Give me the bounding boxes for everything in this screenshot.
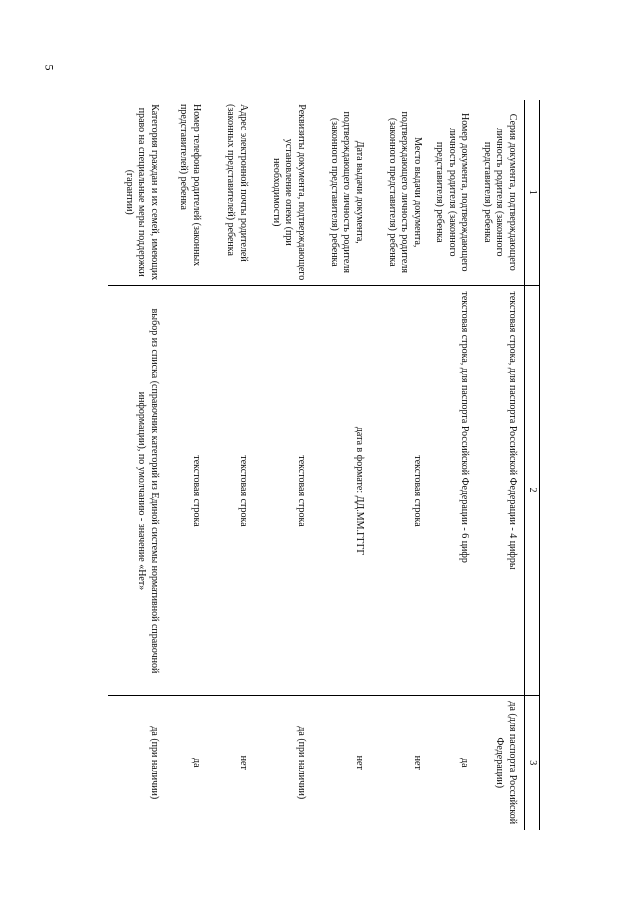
table-row <box>477 100 525 830</box>
required-cell: нет <box>371 695 429 830</box>
format-cell: текстовая строка <box>166 285 208 695</box>
column-header: 3 <box>525 695 540 830</box>
column-header: 1 <box>525 100 540 285</box>
field-name-cell: Категория граждан и их семей, имеющих право на специальные меры поддержки (гарантии) <box>124 104 160 281</box>
field-name-cell: Реквизиты документа, подтверждающего установление опеки (при необходимости) <box>271 104 307 281</box>
format-cell: текстовая строка <box>208 285 255 695</box>
required-cell: нет <box>313 695 371 830</box>
table-row <box>371 100 429 830</box>
format-cell: выбор из списка (справочник категорий из Единой системы нормативной справочной информации), по умолчанию - значение «Нет» <box>108 285 166 695</box>
field-name-cell: Серия документа, подтверждающего личность родителя (законного представителя) ребенка <box>482 113 518 271</box>
column-header: 2 <box>525 285 540 695</box>
format-cell: текстовая строка, для паспорта Российской Федерации - 6 цифр <box>429 285 477 695</box>
format-cell: текстовая строка <box>255 285 313 695</box>
rotated-table-wrapper <box>120 100 540 830</box>
required-cell: да <box>166 695 208 830</box>
required-cell: да (при наличии) <box>108 695 166 830</box>
table-row <box>208 100 255 830</box>
field-name-cell: Место выдачи документа, подтверждающего личность родителя (законного представителя) ребенка <box>387 111 423 273</box>
page-number: 5 <box>42 64 57 71</box>
table-row <box>313 100 371 830</box>
required-cell: да (при наличии) <box>255 695 313 830</box>
field-name-cell: Дата выдачи документа, подтверждающего личность родителя (законного представителя) ребенка <box>329 111 365 273</box>
format-cell: текстовая строка, для паспорта Российской Федерации - 4 цифры <box>477 285 525 695</box>
table-header-row <box>525 100 540 830</box>
required-cell: да (для паспорта Российской Федерации) <box>477 695 525 830</box>
table-row <box>108 100 166 830</box>
format-cell: дата в формате: ДД.ММ.ГГГГ <box>313 285 371 695</box>
required-cell: нет <box>208 695 255 830</box>
table-row <box>255 100 313 830</box>
field-name-cell: Номер телефона родителей (законных представителей) ребенка <box>178 104 202 267</box>
field-name-cell: Адрес электронной почты родителей (законных представителей) ребенка <box>225 104 249 262</box>
field-name-cell: Номер документа, подтверждающего личность родителя (законного представителя) ребенка <box>434 112 471 272</box>
table-row <box>429 100 477 830</box>
required-cell: да <box>429 695 477 830</box>
format-cell: текстовая строка <box>371 285 429 695</box>
table-row <box>166 100 208 830</box>
requirements-table <box>108 100 540 830</box>
